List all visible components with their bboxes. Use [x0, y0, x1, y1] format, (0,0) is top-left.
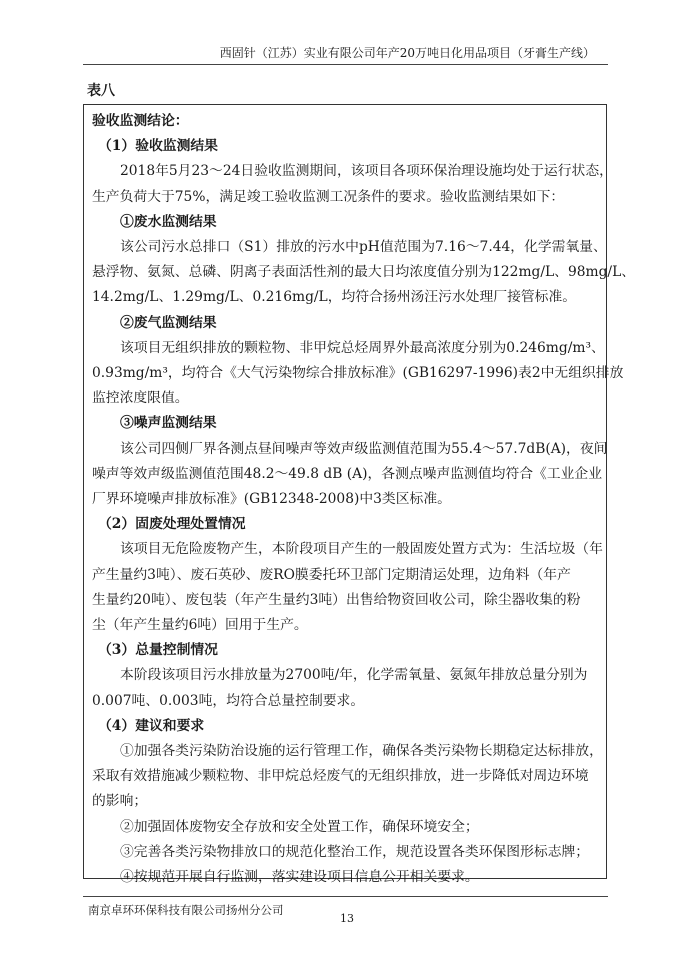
section-1-title: （1）验收监测结果 — [98, 138, 218, 155]
paragraph-line: 监控浓度限值。 — [92, 390, 189, 407]
header-rule — [83, 64, 608, 65]
section-4-title: （4）建议和要求 — [98, 717, 205, 734]
paragraph-line: 0.007吨、0.003吨，均符合总量控制要求。 — [92, 692, 365, 709]
paragraph-line: 该公司污水总排口（S1）排放的污水中pH值范围为7.16～7.44，化学需氧量、 — [120, 239, 607, 256]
paragraph-line: ①加强各类污染防治设施的运行管理工作，确保各类污染物长期稳定达标排放， — [120, 743, 603, 760]
exhaust-gas-title: ②废气监测结果 — [120, 314, 217, 331]
paragraph-line: 厂界环境噪声排放标准》(GB12348-2008)中3类区标准。 — [92, 491, 451, 508]
paragraph-line: 该项目无危险废物产生，本阶段项目产生的一般固废处置方式为：生活垃圾（年 — [120, 541, 603, 558]
paragraph-line: ③完善各类污染物排放口的规范化整治工作，规范设置各类环保图形标志牌； — [120, 843, 590, 860]
paragraph-line: 生产负荷大于75%，满足竣工验收监测工况条件的要求。验收监测结果如下： — [92, 188, 565, 205]
section-2-title: （2）固废处理处置情况 — [98, 516, 246, 533]
paragraph-line: 生量约20吨）、废包装（年产生量约3吨）出售给物资回收公司，除尘器收集的粉 — [92, 591, 581, 608]
paragraph-line: 本阶段该项目污水排放量为2700吨/年，化学需氧量、氨氮年排放总量分别为 — [120, 667, 588, 684]
paragraph-line: 的影响； — [92, 793, 148, 810]
conclusion-title: 验收监测结论： — [92, 113, 189, 129]
paragraph-line: 悬浮物、氨氮、总磷、阴离子表面活性剂的最大日均浓度值分别为122mg/L、98mg/L、 — [92, 264, 636, 281]
paragraph-line: 该项目无组织排放的颗粒物、非甲烷总烃周界外最高浓度分别为0.246mg/m³、 — [120, 339, 605, 356]
wastewater-title: ①废水监测结果 — [120, 213, 217, 230]
paragraph-line: 尘（年产生量约6吨）回用于生产。 — [92, 617, 308, 634]
table-label: 表八 — [87, 83, 115, 99]
footer-rule — [83, 896, 608, 897]
paragraph-line: 14.2mg/L、1.29mg/L、0.216mg/L，均符合扬州汤汪污水处理厂接管标准。 — [92, 289, 577, 306]
running-header: 西固针（江苏）实业有限公司年产20万吨日化用品项目（牙膏生产线） — [219, 46, 595, 60]
footer-company: 南京卓环环保科技有限公司扬州分公司 — [88, 903, 284, 917]
conclusion-content — [84, 105, 636, 890]
conclusion-table — [83, 104, 636, 886]
noise-title: ③噪声监测结果 — [120, 415, 217, 432]
paragraph-line: 2018年5月23～24日验收监测期间，该项目各项环保治理设施均处于运行状态， — [120, 163, 613, 180]
paragraph-line: 该公司四侧厂界各测点昼间噪声等效声级监测值范围为55.4～57.7dB(A)，夜间 — [120, 440, 608, 457]
section-3-title: （3）总量控制情况 — [98, 642, 218, 659]
paragraph-line: 采取有效措施减少颗粒物、非甲烷总烃废气的无组织排放，进一步降低对周边环境 — [92, 768, 589, 785]
paragraph-line: ②加强固体废物安全存放和安全处置工作，确保环境安全； — [120, 818, 479, 835]
paragraph-line: 噪声等效声级监测值范围48.2～49.8 dB (A)，各测点噪声监测值均符合《工业企业 — [92, 465, 603, 482]
page-number: 13 — [340, 912, 354, 925]
paragraph-line: 0.93mg/m³，均符合《大气污染物综合排放标准》(GB16297-1996)表2中无组织排放 — [92, 365, 624, 382]
paragraph-line: ④按规范开展自行监测，落实建设项目信息公开相关要求。 — [120, 869, 479, 886]
paragraph-line: 产生量约3吨）、废石英砂、废RO膜委托环卫部门定期清运处理，边角料（年产 — [92, 566, 571, 583]
